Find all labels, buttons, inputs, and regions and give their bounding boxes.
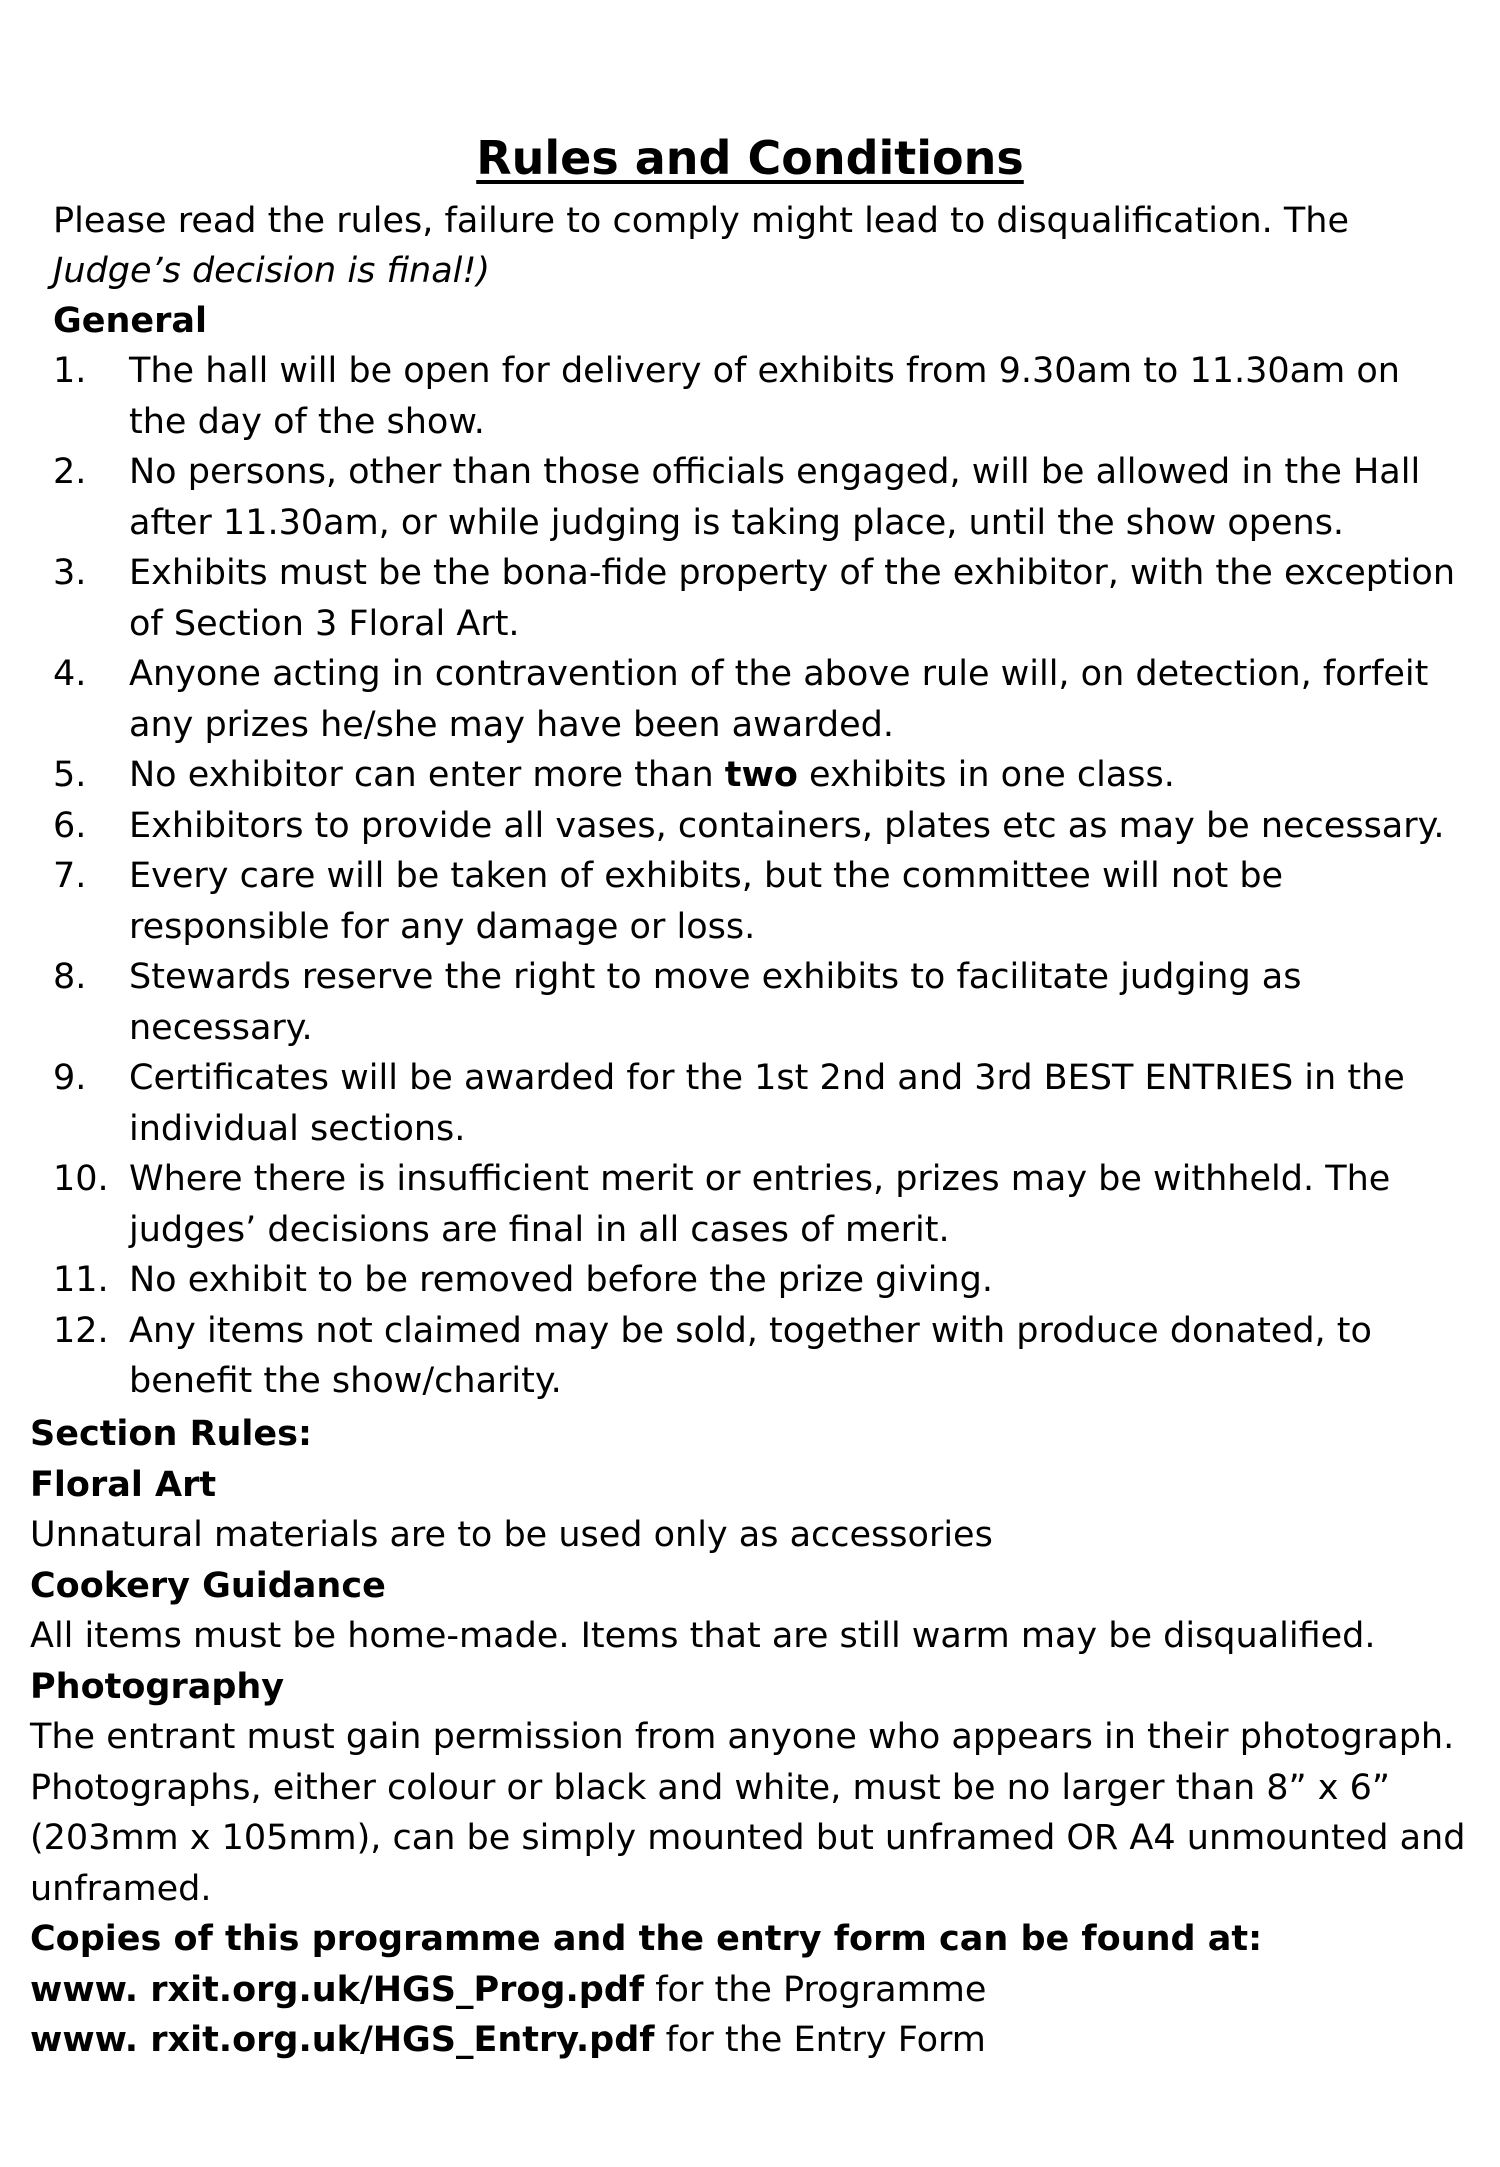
photography-text: The entrant must gain permission from anyone who appears in their photograph. Photographs, either colour or black and white, must be no larger than 8” x 6” (203mm x 105mm), can be simply mounted but unframed OR A4 unmounted and unframed.	[30, 1717, 1466, 1909]
floral-art-text: Unnatural materials are to be used only as accessories	[30, 1515, 993, 1555]
rule-item	[0, 1053, 1459, 1154]
rule-number: 10.	[53, 1159, 109, 1199]
rule-item	[0, 649, 1459, 750]
rule-text: Exhibitors to provide all vases, containers, plates etc as may be necessary.	[129, 805, 1445, 846]
floral-art-heading: Floral Art	[30, 1464, 217, 1505]
rule-number: 6.	[53, 805, 87, 846]
general-heading: General	[53, 301, 207, 341]
rule-item	[0, 750, 1459, 801]
cookery-heading: Cookery Guidance	[30, 1565, 386, 1606]
intro-paragraph	[53, 196, 1433, 296]
section-rules	[30, 1409, 1470, 2066]
rule-number: 3.	[53, 553, 87, 593]
rule-item	[0, 548, 1459, 649]
rule-number: 9.	[53, 1058, 87, 1098]
rule-number: 7.	[53, 856, 87, 896]
cookery-text: All items must be home-made. Items that are still warm may be disqualified.	[30, 1616, 1376, 1656]
rule-text: Anyone acting in contravention of the above rule will, on detection, forfeit any prizes he/she may have been awarded.	[129, 654, 1429, 745]
rule-text: Every care will be taken of exhibits, but the committee will not be responsible for any damage or loss.	[129, 856, 1284, 947]
entry-form-url[interactable]: www. rxit.org.uk/HGS_Entry.pdf	[30, 2020, 655, 2060]
entry-link-line	[30, 2015, 1470, 2066]
rule-number: 11.	[53, 1260, 109, 1300]
rule-text: Exhibits must be the bona-fide property of the exhibitor, with the exception of Section 3 Floral Art.	[129, 553, 1456, 644]
photography-heading: Photography	[30, 1666, 285, 1707]
rule-number: 8.	[53, 957, 87, 997]
rule-number: 4.	[53, 654, 87, 694]
programme-link-line	[30, 1965, 1470, 2016]
rule-text: Any items not claimed may be sold, together with produce donated, to benefit the show/charity.	[129, 1310, 1372, 1401]
rule-text: No persons, other than those officials engaged, will be allowed in the Hall after 11.30am, or while judging is taking place, until the show opens.	[129, 452, 1421, 543]
rule-text: The hall will be open for delivery of exhibits from 9.30am to 11.30am on the day of the show.	[129, 351, 1400, 442]
rule-number: 2.	[53, 452, 87, 492]
rule-text: Stewards reserve the right to move exhibits to facilitate judging as necessary.	[129, 957, 1302, 1048]
rule-text: Certificates will be awarded for the 1st 2nd and 3rd BEST ENTRIES in the individual sections.	[129, 1058, 1405, 1149]
page-title: Rules and Conditions	[476, 131, 1024, 185]
rule-item	[0, 801, 1459, 852]
section-rules-heading: Section Rules:	[30, 1414, 312, 1454]
rule-item	[0, 1255, 1459, 1306]
general-rules-list	[0, 346, 1500, 1407]
rule-item	[0, 447, 1459, 548]
rule-number: 5.	[53, 755, 87, 795]
rule-item	[0, 851, 1459, 952]
rule-text: Where there is insufficient merit or entries, prizes may be withheld. The judges’ decisions are final in all cases of merit.	[129, 1159, 1391, 1250]
rule-text-before: No exhibitor can enter more than	[129, 755, 725, 795]
rule-item	[0, 952, 1459, 1053]
rule-emphasis: two	[724, 755, 798, 795]
entry-form-label: for the Entry Form	[654, 2020, 986, 2060]
copies-heading: Copies of this programme and the entry form can be found at:	[30, 1919, 1263, 1959]
rule-item	[0, 1154, 1459, 1255]
rule-item	[0, 1306, 1459, 1407]
rule-item	[0, 346, 1459, 447]
rule-number: 1.	[53, 351, 87, 391]
rule-text-after: exhibits in one class.	[797, 755, 1175, 795]
intro-text: Please read the rules, failure to comply might lead to disqualification. The	[53, 201, 1349, 241]
programme-url[interactable]: www. rxit.org.uk/HGS_Prog.pdf	[30, 1969, 645, 2010]
rule-text: No exhibit to be removed before the prize giving.	[129, 1260, 994, 1300]
intro-italic-note: Judge’s decision is final!)	[53, 251, 491, 291]
rule-number: 12.	[53, 1310, 109, 1351]
programme-label: for the Programme	[644, 1969, 987, 2010]
